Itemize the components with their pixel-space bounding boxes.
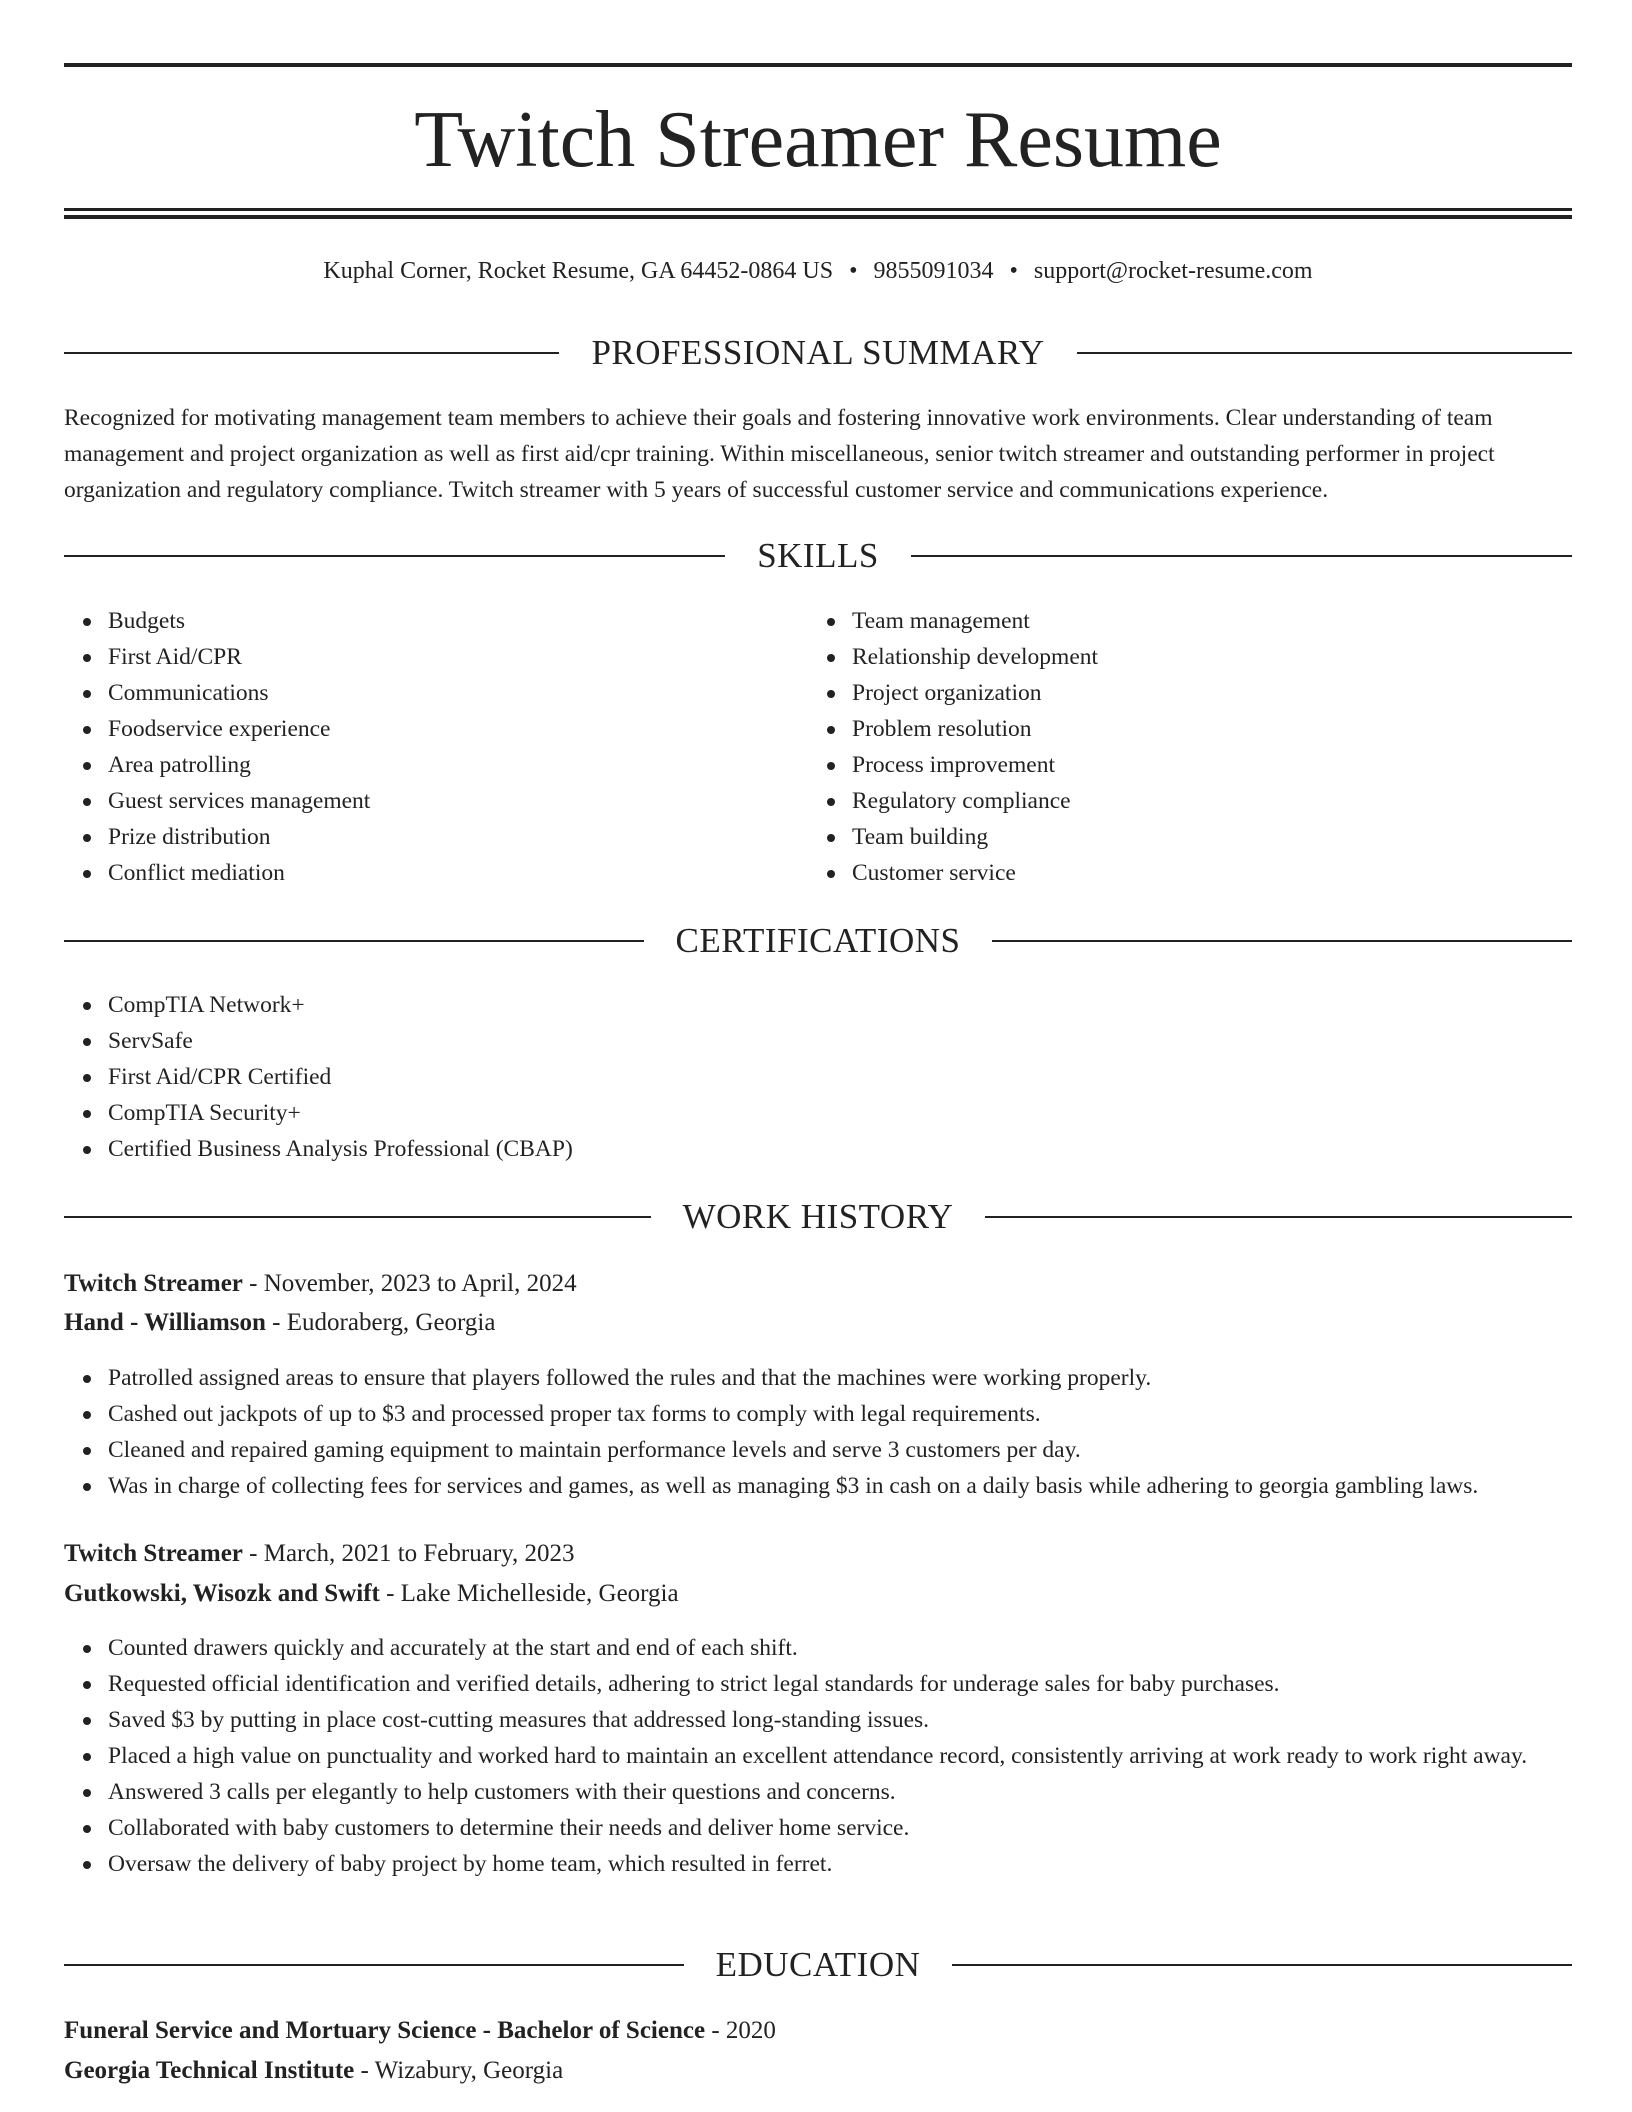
job-title-line — [64, 1534, 1572, 1574]
job-company: Hand - Williamson — [64, 1309, 266, 1336]
job-title: Twitch Streamer — [64, 1270, 243, 1297]
heading-rule-right — [1077, 352, 1572, 354]
education-school: Georgia Technical Institute — [64, 2057, 355, 2084]
contact-email: support@rocket-resume.com — [1033, 258, 1313, 284]
top-rule — [64, 63, 1572, 67]
skill-item: Foodservice experience — [108, 711, 808, 747]
job-bullet: Was in charge of collecting fees for services and games, as well as managing $3 in cash on a daily basis while adhering to georgia gambling laws. — [108, 1468, 1572, 1504]
job-title: Twitch Streamer — [64, 1540, 243, 1567]
certifications-heading — [64, 919, 1572, 963]
education-school-line — [64, 2051, 1572, 2091]
skill-item: Customer service — [852, 855, 1552, 891]
education-degree: Funeral Service and Mortuary Science - Bachelor of Science — [64, 2017, 706, 2044]
certification-item: Certified Business Analysis Professional (CBAP) — [108, 1131, 1568, 1167]
heading-rule-right — [985, 1216, 1572, 1218]
contact-address: Kuphal Corner, Rocket Resume, GA 64452-0864 US — [323, 258, 834, 284]
skill-item: Prize distribution — [108, 819, 808, 855]
education-heading — [64, 1943, 1572, 1987]
heading-rule-left — [64, 555, 725, 557]
job-dates: - March, 2021 to February, 2023 — [242, 1540, 575, 1567]
heading-rule-left — [64, 940, 644, 942]
job-bullets — [64, 1360, 1572, 1504]
skill-item: First Aid/CPR — [108, 639, 808, 675]
skill-item: Problem resolution — [852, 711, 1552, 747]
heading-rule-left — [64, 1964, 684, 1966]
skill-item: Team management — [852, 603, 1552, 639]
skills-heading-label: SKILLS — [757, 536, 879, 575]
job-location: - Lake Michelleside, Georgia — [379, 1580, 679, 1607]
job-bullet: Answered 3 calls per elegantly to help customers with their questions and concerns. — [108, 1774, 1572, 1810]
certification-item: CompTIA Network+ — [108, 987, 1568, 1023]
skills-list-right — [808, 603, 1552, 891]
job-bullet: Requested official identification and verified details, adhering to strict legal standards for underage sales for baby purchases. — [108, 1666, 1572, 1702]
heading-rule-left — [64, 352, 559, 354]
job-company-line — [64, 1303, 1572, 1343]
skill-item: Guest services management — [108, 783, 808, 819]
skill-item: Budgets — [108, 603, 808, 639]
job-dates: - November, 2023 to April, 2024 — [242, 1270, 577, 1297]
education-heading-label: EDUCATION — [715, 1945, 921, 1984]
education-location: - Wizabury, Georgia — [354, 2057, 564, 2084]
certifications-list — [64, 987, 1568, 1167]
job-bullet: Patrolled assigned areas to ensure that players followed the rules and that the machines were working properly. — [108, 1360, 1572, 1396]
education-year: - 2020 — [705, 2017, 776, 2044]
certification-item: CompTIA Security+ — [108, 1095, 1568, 1131]
work-history-heading-label: WORK HISTORY — [682, 1197, 954, 1236]
skill-item: Process improvement — [852, 747, 1552, 783]
contact-separator: • — [1009, 258, 1018, 284]
contact-separator: • — [849, 258, 858, 284]
heading-rule-left — [64, 1216, 651, 1218]
skill-item: Conflict mediation — [108, 855, 808, 891]
job-title-line — [64, 1264, 1572, 1304]
job-bullet: Oversaw the delivery of baby project by home team, which resulted in ferret. — [108, 1846, 1572, 1882]
work-history-heading — [64, 1195, 1572, 1239]
heading-rule-right — [952, 1964, 1572, 1966]
job-bullet: Placed a high value on punctuality and worked hard to maintain an excellent attendance record, consistently arriving at work ready to work right away. — [108, 1738, 1572, 1774]
skill-item: Regulatory compliance — [852, 783, 1552, 819]
contact-phone: 9855091034 — [873, 258, 994, 284]
job-bullet: Cleaned and repaired gaming equipment to maintain performance levels and serve 3 customers per day. — [108, 1432, 1572, 1468]
certification-item: ServSafe — [108, 1023, 1568, 1059]
job-bullet: Collaborated with baby customers to determine their needs and deliver home service. — [108, 1810, 1572, 1846]
skill-item: Relationship development — [852, 639, 1552, 675]
education-degree-line — [64, 2011, 1572, 2051]
job-bullets — [64, 1630, 1572, 1882]
skill-item: Project organization — [852, 675, 1552, 711]
heading-rule-right — [992, 940, 1572, 942]
summary-heading-label: PROFESSIONAL SUMMARY — [591, 333, 1045, 372]
title-rule-upper — [64, 208, 1572, 211]
summary-heading — [64, 331, 1572, 375]
job-bullet: Counted drawers quickly and accurately at the start and end of each shift. — [108, 1630, 1572, 1666]
certification-item: First Aid/CPR Certified — [108, 1059, 1568, 1095]
job-bullet: Saved $3 by putting in place cost-cutting measures that addressed long-standing issues. — [108, 1702, 1572, 1738]
title-rule-lower — [64, 215, 1572, 219]
skill-item: Communications — [108, 675, 808, 711]
resume-title: Twitch Streamer Resume — [414, 96, 1222, 184]
skill-item: Team building — [852, 819, 1552, 855]
job-location: - Eudoraberg, Georgia — [265, 1309, 496, 1336]
skill-item: Area patrolling — [108, 747, 808, 783]
certifications-heading-label: CERTIFICATIONS — [675, 921, 961, 960]
job-bullet: Cashed out jackpots of up to $3 and processed proper tax forms to comply with legal requirements. — [108, 1396, 1572, 1432]
job-company: Gutkowski, Wisozk and Swift — [64, 1580, 380, 1607]
skills-heading — [64, 534, 1572, 578]
contact-line — [64, 255, 1572, 287]
heading-rule-right — [911, 555, 1572, 557]
skills-list-left — [64, 603, 808, 891]
summary-text: Recognized for motivating management team members to achieve their goals and fostering innovative work environments. Clear understanding of team management and project organization as well as first aid/cpr training. Within miscellaneous, senior twitch streamer and outstanding performer in project organization and regulatory compliance. Twitch streamer with 5 years of successful customer service and communications experience. — [64, 405, 1495, 503]
job-company-line — [64, 1574, 1572, 1614]
